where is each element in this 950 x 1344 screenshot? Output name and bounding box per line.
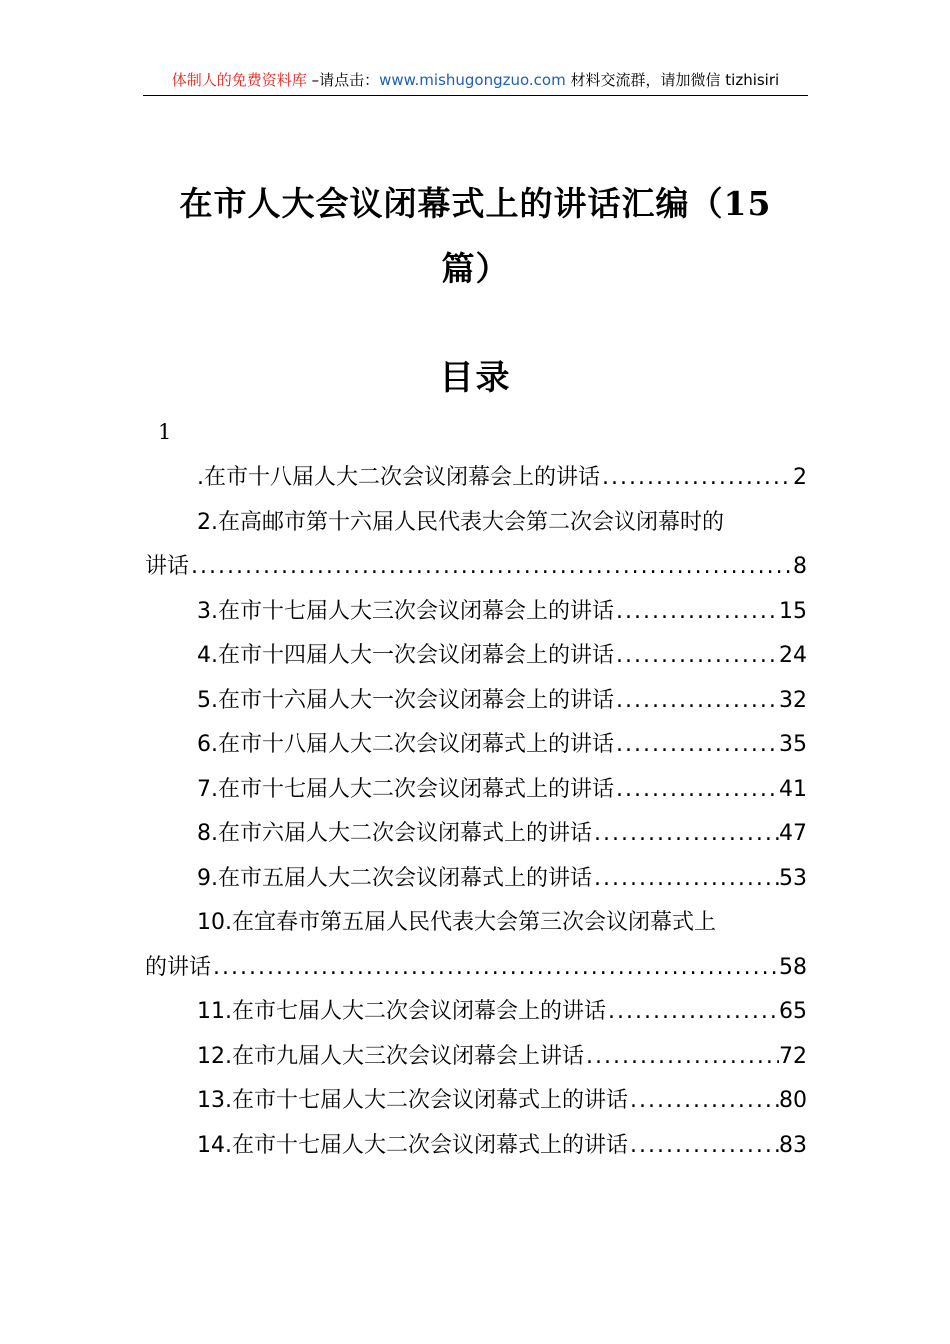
toc-entry-line xyxy=(145,1124,807,1169)
header-brand: 体制人的免费资料库 xyxy=(171,71,307,89)
toc-page-number: 65 xyxy=(779,999,807,1024)
table-of-contents xyxy=(145,456,807,1168)
toc-page-number: 80 xyxy=(779,1088,807,1113)
toc-page-number: 24 xyxy=(779,643,807,668)
toc-leader-dots xyxy=(614,768,779,813)
toc-page-number: 53 xyxy=(779,865,807,891)
toc-entry-line xyxy=(145,679,807,724)
toc-leader-dots xyxy=(614,634,779,679)
toc-entry-text: 的讲话 xyxy=(145,954,212,980)
toc-entry[interactable] xyxy=(145,501,807,590)
toc-entry-text: .在市十八届人大二次会议闭幕会上的讲话 xyxy=(197,465,600,490)
toc-entry[interactable] xyxy=(145,990,807,1035)
toc-entry-text: 14.在市十七届人大二次会议闭幕式上的讲话 xyxy=(197,1132,628,1158)
toc-entry-text: 5.在市十六届人大一次会议闭幕会上的讲话 xyxy=(197,687,614,713)
toc-leader-dots xyxy=(606,990,779,1035)
toc-page-number: 72 xyxy=(779,1043,807,1069)
toc-entry[interactable] xyxy=(145,901,807,990)
header-url-link[interactable]: www.mishugongzuo.com xyxy=(379,71,566,89)
toc-page-number: 8 xyxy=(793,554,807,579)
toc-entry-line xyxy=(145,946,807,991)
document-title-line2: 篇） xyxy=(441,249,510,288)
toc-entry[interactable] xyxy=(145,634,807,679)
toc-entry-text: 13.在市十七届人大二次会议闭幕式上的讲话 xyxy=(197,1088,628,1113)
toc-entry-line xyxy=(145,1035,807,1080)
toc-entry[interactable] xyxy=(145,812,807,857)
toc-page-number: 35 xyxy=(779,732,807,757)
toc-entry-text: 4.在市十四届人大一次会议闭幕会上的讲话 xyxy=(197,643,614,668)
toc-entry-text: 6.在市十八届人大二次会议闭幕式上的讲话 xyxy=(197,732,614,757)
toc-leader-dots xyxy=(614,723,779,768)
toc-leader-dots xyxy=(628,1079,779,1124)
stray-page-number: 1 xyxy=(158,420,172,444)
toc-entry-line xyxy=(145,990,807,1035)
toc-entry-line xyxy=(145,723,807,768)
toc-page-number: 2 xyxy=(793,465,807,490)
toc-leader-dots xyxy=(628,1124,779,1169)
toc-entry[interactable] xyxy=(145,768,807,813)
toc-leader-dots xyxy=(592,812,779,857)
toc-entry[interactable] xyxy=(145,1079,807,1124)
toc-leader-dots xyxy=(584,1035,779,1080)
toc-leader-dots xyxy=(614,679,779,724)
toc-entry[interactable] xyxy=(145,456,807,501)
toc-page-number: 58 xyxy=(779,954,807,980)
toc-entry[interactable] xyxy=(145,1124,807,1169)
toc-page-number: 41 xyxy=(779,776,807,802)
toc-entry-text: 讲话 xyxy=(145,554,190,579)
toc-page-number: 83 xyxy=(779,1132,807,1158)
toc-entry-line xyxy=(145,634,807,679)
toc-entry[interactable] xyxy=(145,723,807,768)
toc-page-number: 47 xyxy=(779,821,807,846)
toc-entry-line xyxy=(145,545,807,590)
toc-entry-line xyxy=(145,1079,807,1124)
toc-page-number: 32 xyxy=(779,687,807,713)
page-header xyxy=(143,70,808,96)
toc-entry-line xyxy=(145,456,807,501)
toc-leader-dots xyxy=(600,456,793,501)
toc-entry-line xyxy=(145,768,807,813)
toc-entry-text: 8.在市六届人大二次会议闭幕式上的讲话 xyxy=(197,821,592,846)
toc-heading: 目录 xyxy=(439,358,512,398)
toc-entry[interactable] xyxy=(145,679,807,724)
document-title-line1: 在市人大会议闭幕式上的讲话汇编（15 xyxy=(179,184,772,223)
toc-entry[interactable] xyxy=(145,857,807,902)
toc-entry-text: 3.在市十七届人大三次会议闭幕会上的讲话 xyxy=(197,598,614,624)
toc-entry-line xyxy=(145,501,807,546)
toc-entry-text: 12.在市九届人大三次会议闭幕会上讲话 xyxy=(197,1043,584,1069)
header-prompt: –请点击： xyxy=(306,71,380,89)
toc-entry-text: 10.在宜春市第五届人民代表大会第三次会议闭幕式上 xyxy=(197,910,716,935)
toc-page-number: 15 xyxy=(779,598,807,624)
toc-entry-line xyxy=(145,812,807,857)
toc-entry[interactable] xyxy=(145,590,807,635)
toc-entry-line xyxy=(145,901,807,946)
toc-entry-text: 7.在市十七届人大二次会议闭幕式上的讲话 xyxy=(197,776,614,802)
toc-leader-dots xyxy=(614,590,779,635)
header-suffix: 材料交流群，请加微信 tizhisiri xyxy=(565,71,780,89)
toc-entry-text: 2.在高邮市第十六届人民代表大会第二次会议闭幕时的 xyxy=(197,509,724,535)
toc-entry-text: 11.在市七届人大二次会议闭幕会上的讲话 xyxy=(197,999,606,1024)
toc-entry-text: 9.在市五届人大二次会议闭幕式上的讲话 xyxy=(197,865,592,891)
toc-leader-dots xyxy=(211,946,779,991)
toc-entry[interactable] xyxy=(145,1035,807,1080)
toc-leader-dots xyxy=(189,545,793,590)
toc-entry-line xyxy=(145,590,807,635)
toc-entry-line xyxy=(145,857,807,902)
toc-leader-dots xyxy=(592,857,779,902)
